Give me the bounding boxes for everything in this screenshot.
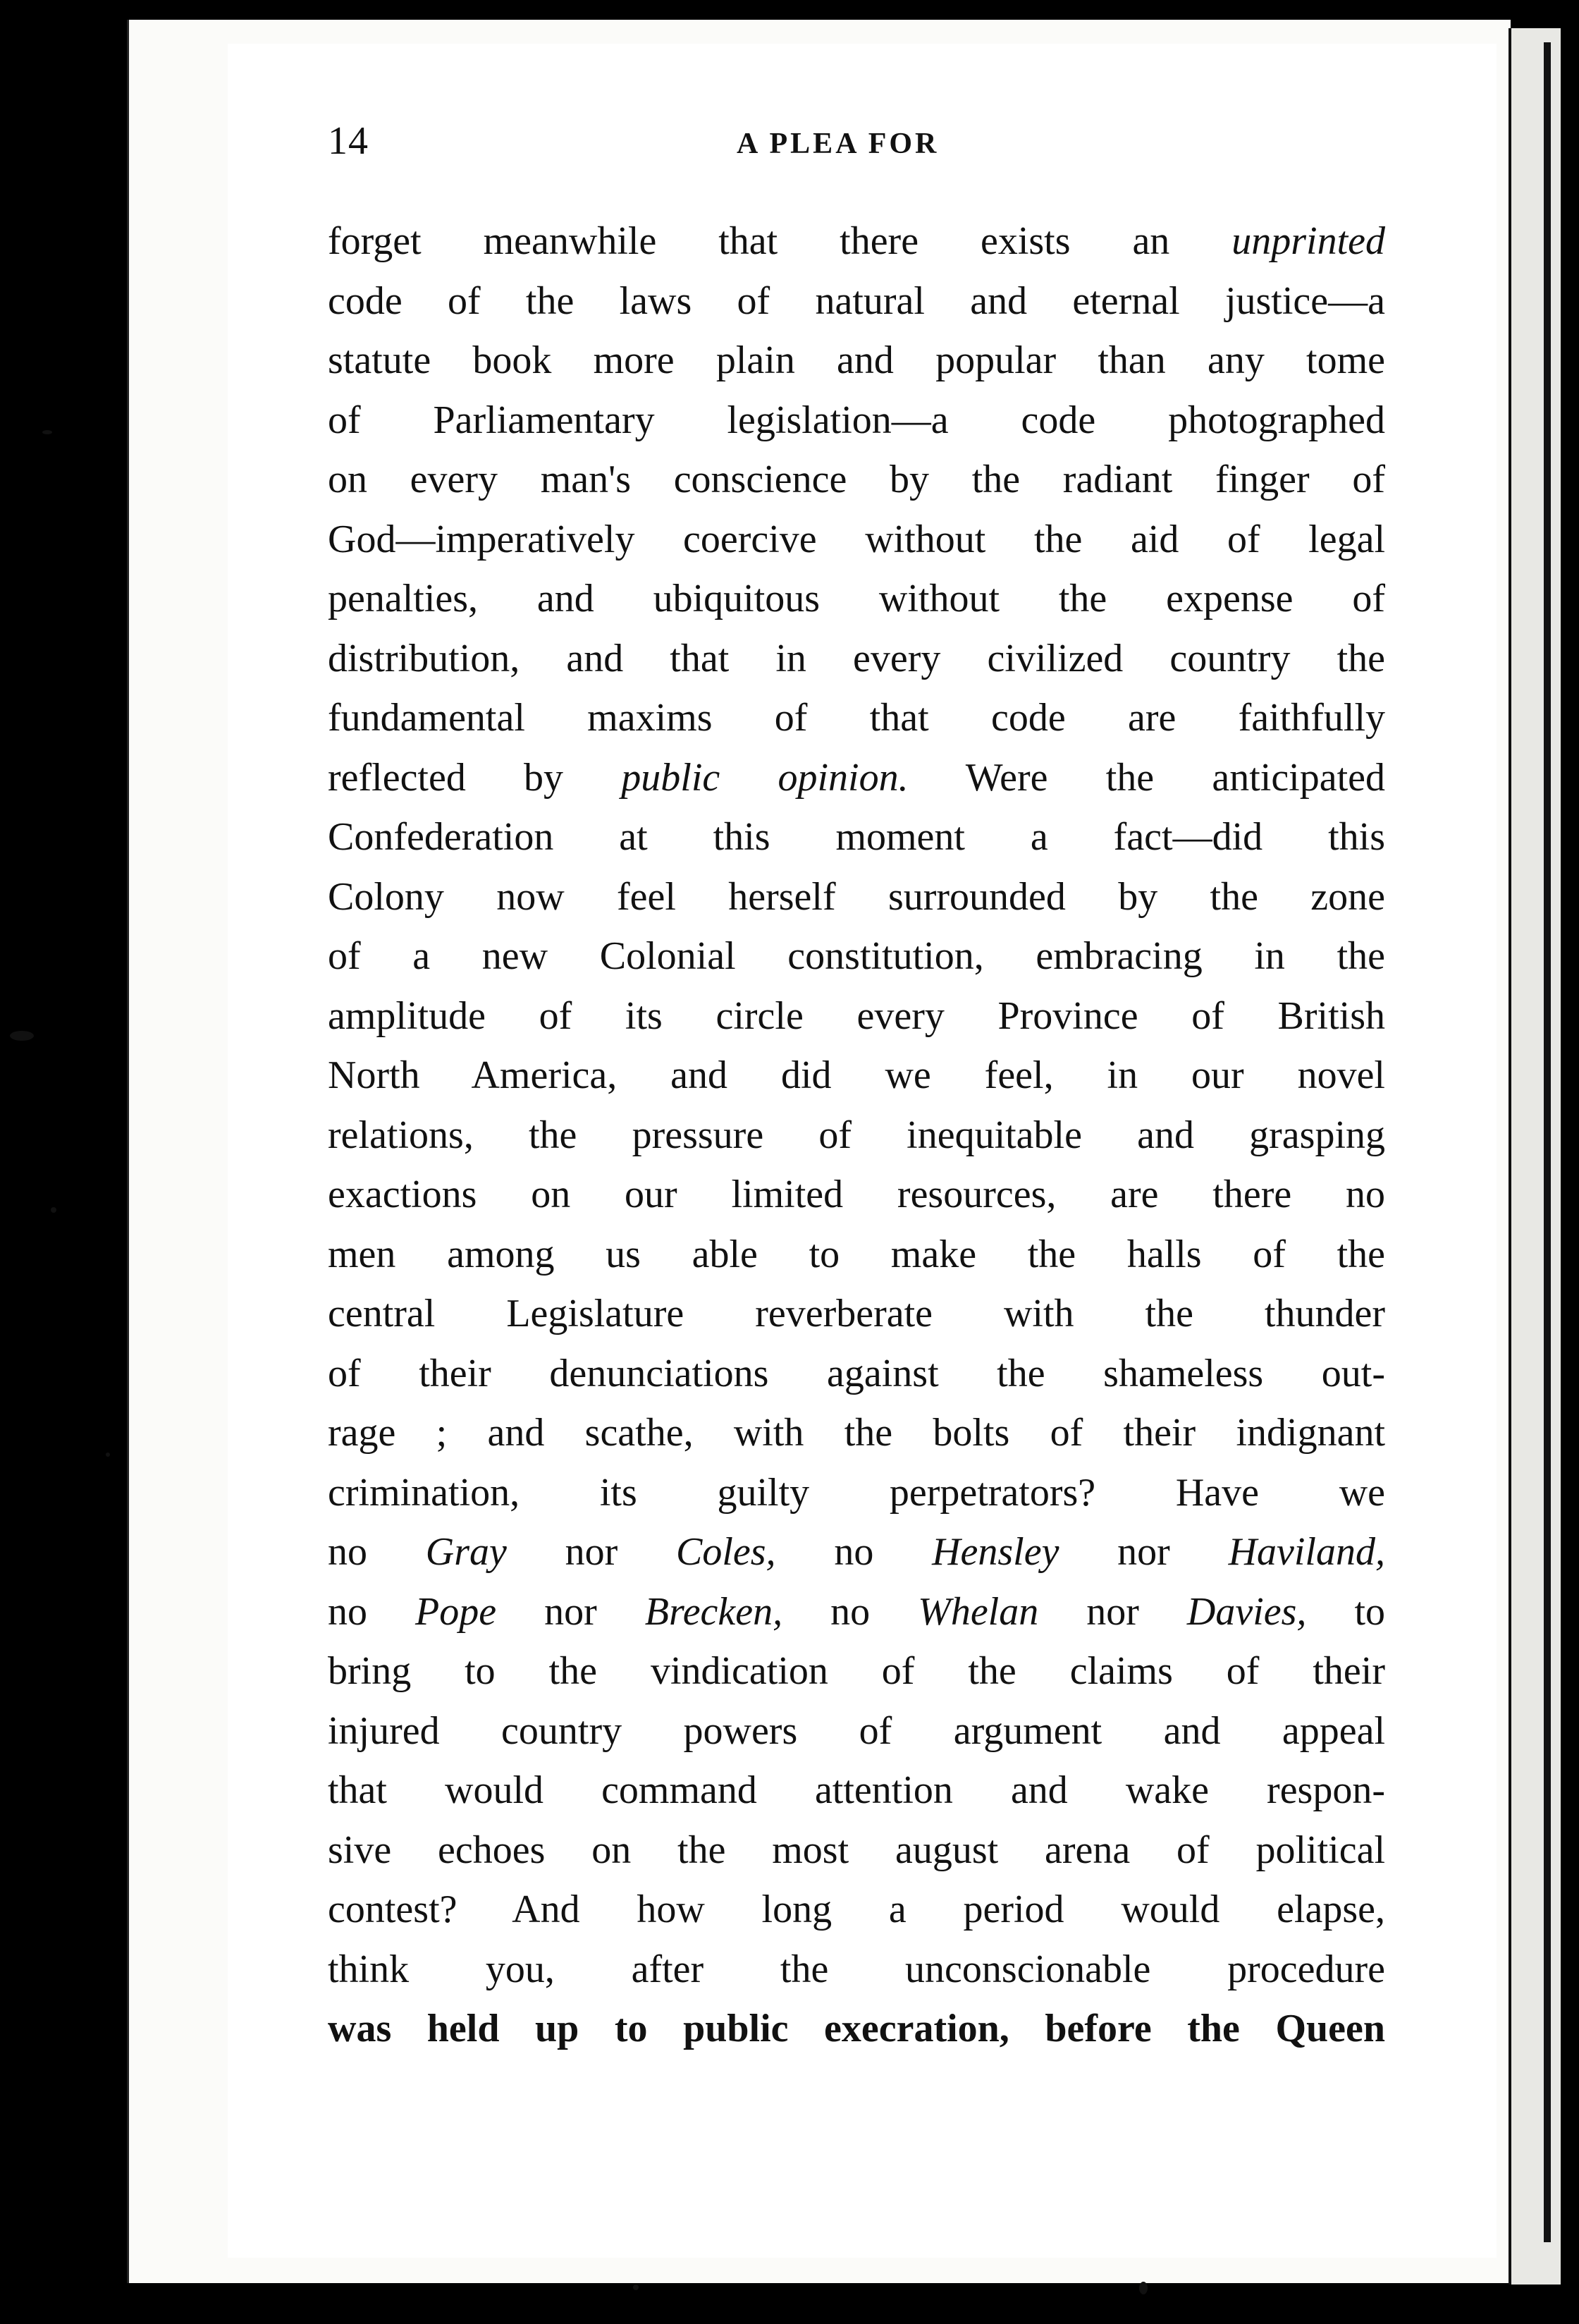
text-segment: Colony now feel herself surrounded by the zone: [328, 874, 1385, 919]
italic-segment: Gray: [425, 1530, 507, 1574]
text-line: [328, 748, 1385, 808]
text-line: [328, 629, 1385, 689]
text-segment: crimination, its guilty perpetrators? Have we: [328, 1470, 1385, 1515]
speck: [106, 1452, 110, 1457]
text-segment: no: [328, 1530, 426, 1574]
text-segment: nor: [506, 1530, 676, 1574]
text-segment: nor: [1038, 1589, 1187, 1634]
text-segment: relations, the pressure of inequitable and grasping: [328, 1113, 1385, 1157]
text-line: [328, 1284, 1385, 1344]
text-line: [328, 510, 1385, 570]
italic-segment: public opinion.: [621, 755, 909, 800]
running-header: [328, 118, 1385, 175]
text-segment: amplitude of its circle every Province of British: [328, 993, 1385, 1038]
italic-segment: Haviland,: [1228, 1530, 1385, 1574]
text-segment: of Parliamentary legislation—a code photographed: [328, 398, 1385, 442]
text-line: [328, 1641, 1385, 1701]
text-line: [328, 1701, 1385, 1761]
text-line: [328, 450, 1385, 510]
text-line: [328, 807, 1385, 867]
text-segment: code of the laws of natural and eternal justice—a: [328, 279, 1385, 323]
text-segment: no: [775, 1530, 933, 1574]
text-segment: rage ; and scathe, with the bolts of their indignant: [328, 1411, 1385, 1455]
text-segment: distribution, and that in every civilized country the: [328, 636, 1385, 680]
facing-page-edge: [1509, 28, 1561, 2285]
italic-segment: Hensley: [932, 1530, 1059, 1574]
text-segment: Confederation at this moment a fact—did this: [328, 815, 1385, 859]
text-segment: of a new Colonial constitution, embracing in the: [328, 934, 1385, 978]
text-line: [328, 212, 1385, 271]
text-segment: God—imperatively coercive without the aid of legal: [328, 517, 1385, 561]
text-line: [328, 1582, 1385, 1642]
text-line: [328, 688, 1385, 748]
italic-segment: unprinted: [1231, 219, 1385, 263]
italic-segment: Pope: [415, 1589, 497, 1634]
text-line: [328, 1940, 1385, 2000]
text-segment: North America, and did we feel, in our novel: [328, 1053, 1385, 1097]
text-segment: nor: [1059, 1530, 1229, 1574]
text-segment: injured country powers of argument and appeal: [328, 1708, 1385, 1753]
text-line: [328, 1522, 1385, 1582]
text-segment: to: [1306, 1589, 1386, 1634]
text-line: [328, 331, 1385, 391]
text-segment: that would command attention and wake respon-: [328, 1768, 1385, 1812]
text-segment: central Legislature reverberate with the thunder: [328, 1292, 1385, 1335]
italic-segment: Coles,: [676, 1530, 776, 1574]
text-segment: was held up to public execration, before the Queen: [328, 2007, 1385, 2050]
speck: [1139, 2282, 1148, 2294]
text-line: [328, 569, 1385, 629]
text-line: [328, 986, 1385, 1046]
text-line: [328, 1344, 1385, 1404]
text-segment: no: [328, 1589, 416, 1634]
text-segment: exactions on our limited resources, are there no: [328, 1173, 1385, 1216]
text-line: [328, 1821, 1385, 1880]
text-line: [328, 271, 1385, 331]
running-title: A PLEA FOR: [737, 128, 940, 160]
body-text: [328, 212, 1385, 2059]
speck: [633, 2285, 639, 2290]
binding-shadow: [1544, 42, 1551, 2242]
text-line: [328, 1165, 1385, 1225]
speck: [51, 1207, 56, 1213]
text-line: [328, 867, 1385, 927]
text-segment: nor: [496, 1589, 645, 1634]
text-segment: forget meanwhile that there exists an: [328, 219, 1232, 263]
text-line: [328, 1463, 1385, 1523]
text-segment: contest? And how long a period would elapse,: [328, 1888, 1385, 1931]
text-line: [328, 1761, 1385, 1821]
italic-segment: Whelan: [918, 1589, 1039, 1634]
text-segment: fundamental maxims of that code are faithfully: [328, 696, 1385, 740]
text-segment: Were the anticipated: [908, 755, 1385, 800]
text-segment: reflected by: [328, 755, 622, 800]
text-segment: sive echoes on the most august arena of political: [328, 1828, 1385, 1872]
text-segment: men among us able to make the halls of the: [328, 1232, 1385, 1276]
text-segment: on every man's conscience by the radiant finger of: [328, 458, 1385, 501]
italic-segment: Brecken,: [644, 1589, 783, 1634]
text-segment: bring to the vindication of the claims of their: [328, 1649, 1385, 1693]
text-segment: think you, after the unconscionable procedure: [328, 1947, 1385, 1991]
text-line: [328, 1225, 1385, 1285]
italic-segment: Davies,: [1186, 1589, 1307, 1634]
text-segment: statute book more plain and popular than any tome: [328, 338, 1385, 382]
text-segment: no: [782, 1589, 918, 1634]
text-segment: penalties, and ubiquitous without the expense of: [328, 577, 1385, 620]
text-line: [328, 1999, 1385, 2059]
speck: [10, 1031, 34, 1041]
speck: [42, 430, 52, 434]
text-line: [328, 1106, 1385, 1166]
text-line: [328, 926, 1385, 986]
text-line: [328, 1403, 1385, 1463]
text-line: [328, 1880, 1385, 1940]
page-number: 14: [328, 119, 369, 163]
text-line: [328, 1046, 1385, 1106]
text-segment: of their denunciations against the shameless out-: [328, 1351, 1385, 1395]
text-line: [328, 391, 1385, 451]
